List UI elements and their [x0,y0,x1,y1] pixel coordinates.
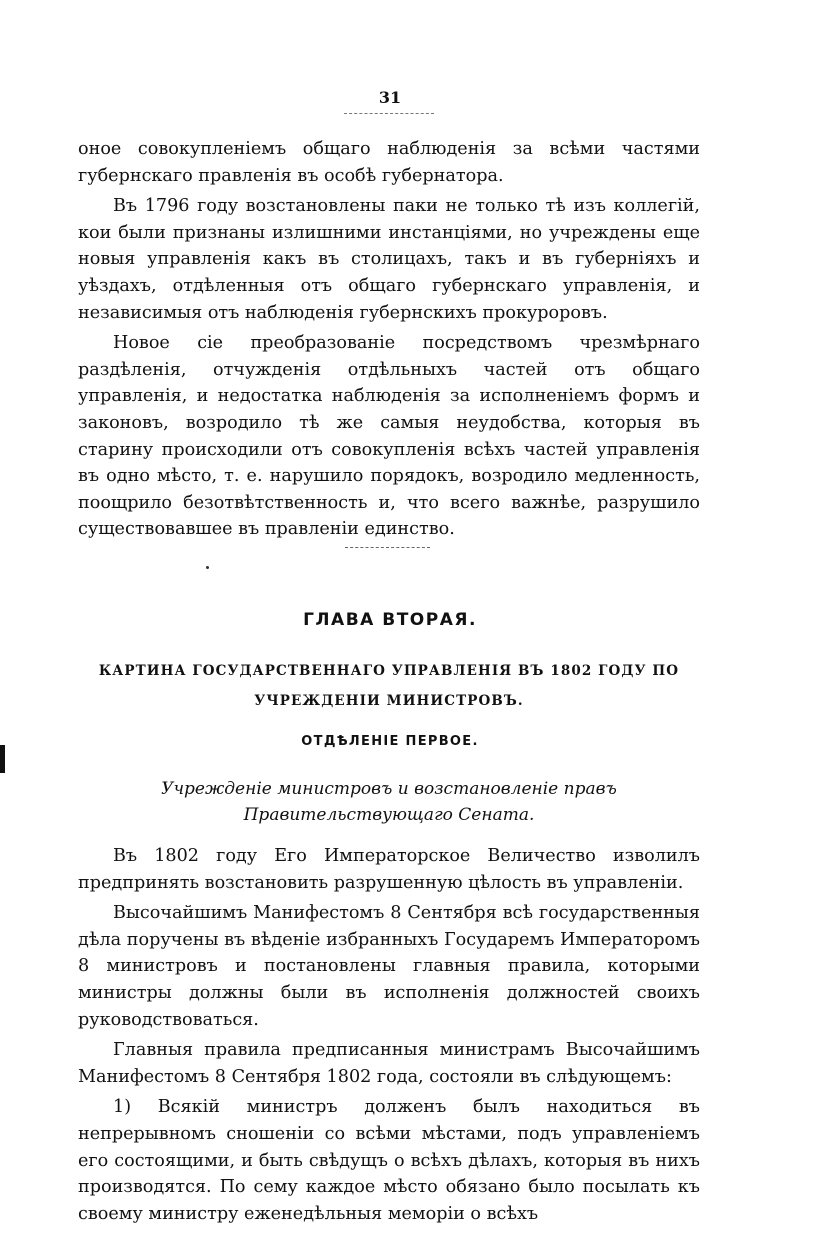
chapter-subtitle: КАРТИНА ГОСУДАРСТВЕННАГО УПРАВЛЕНІЯ ВЪ 1802 ГОДУ ПО УЧРЕЖДЕНІИ МИНИСТРОВЪ. [98,663,680,709]
page-number: 31 [378,88,402,107]
section-title: ОТДѢЛЕНІЕ ПЕРВОЕ. [301,734,479,749]
chapter-title: ГЛАВА ВТОРАЯ. [303,610,477,630]
section-subtitle: Учрежденіе министровъ и возстановленіе правъ Правительствующаго Сената. [161,779,617,825]
header-rule [344,113,434,116]
margin-mark [0,745,5,773]
paragraph: оное совокупленіемъ общаго наблюденія за всѣми частями губернскаго правленія въ особѣ губернатора. [78,139,700,186]
paragraph: Главныя правила предписанныя министрамъ Высочайшимъ Манифестомъ 8 Сентября 1802 года, состояли въ слѣдующемъ: [78,1040,700,1087]
paragraph: Въ 1802 году Его Императорское Величество изволилъ предпринять возстановить разрушенную цѣлость въ управленіи. [78,846,700,893]
paragraph: Въ 1796 году возстановлены паки не только тѣ изъ коллегій, кои были признаны излишними инстанціями, но учреждены еще новыя управленія какъ въ столицахъ, такъ и въ губерніяхъ и уѣздахъ, отдѣленныя отъ общаго губернскаго управленія, и независимыя отъ наблюденія губернскихъ прокуроровъ. [78,196,700,323]
intro-text [78,136,700,543]
paragraph: 1) Всякій министръ долженъ былъ находиться въ непрерывномъ сношеніи со всѣми мѣстами, подъ управленіемъ его состоящими, и быть свѣдущъ о всѣхъ дѣлахъ, которыя въ нихъ производятся. По сему каждое мѣсто обязано было посылать къ своему министру еженедѣльныя меморіи о всѣхъ [78,1097,700,1224]
paragraph: Новое сіе преобразованіе посредствомъ чрезмѣрнаго раздѣленія, отчужденія отдѣльныхъ частей отъ общаго управленія, и недостатка наблюденія за исполненіемъ формъ и законовъ, возродило тѣ же самыя неудобства, которыя въ старину происходили отъ совокупленія всѣхъ частей управленія въ одно мѣсто, т. е. нарушило порядокъ, возродило медленность, поощрило безотвѣтственность и, что всего важнѣе, разрушило существовавшее въ правленіи единство. [78,333,700,540]
body-text [78,843,700,1227]
section-separator [345,547,430,548]
print-speck [206,566,209,569]
paragraph: Высочайшимъ Манифестомъ 8 Сентября всѣ государственныя дѣла поручены въ вѣденіе избранныхъ Государемъ Императоромъ 8 министровъ и постановлены главныя правила, которыми министры должны были въ исполненія должностей своихъ руководствоваться. [78,903,700,1030]
